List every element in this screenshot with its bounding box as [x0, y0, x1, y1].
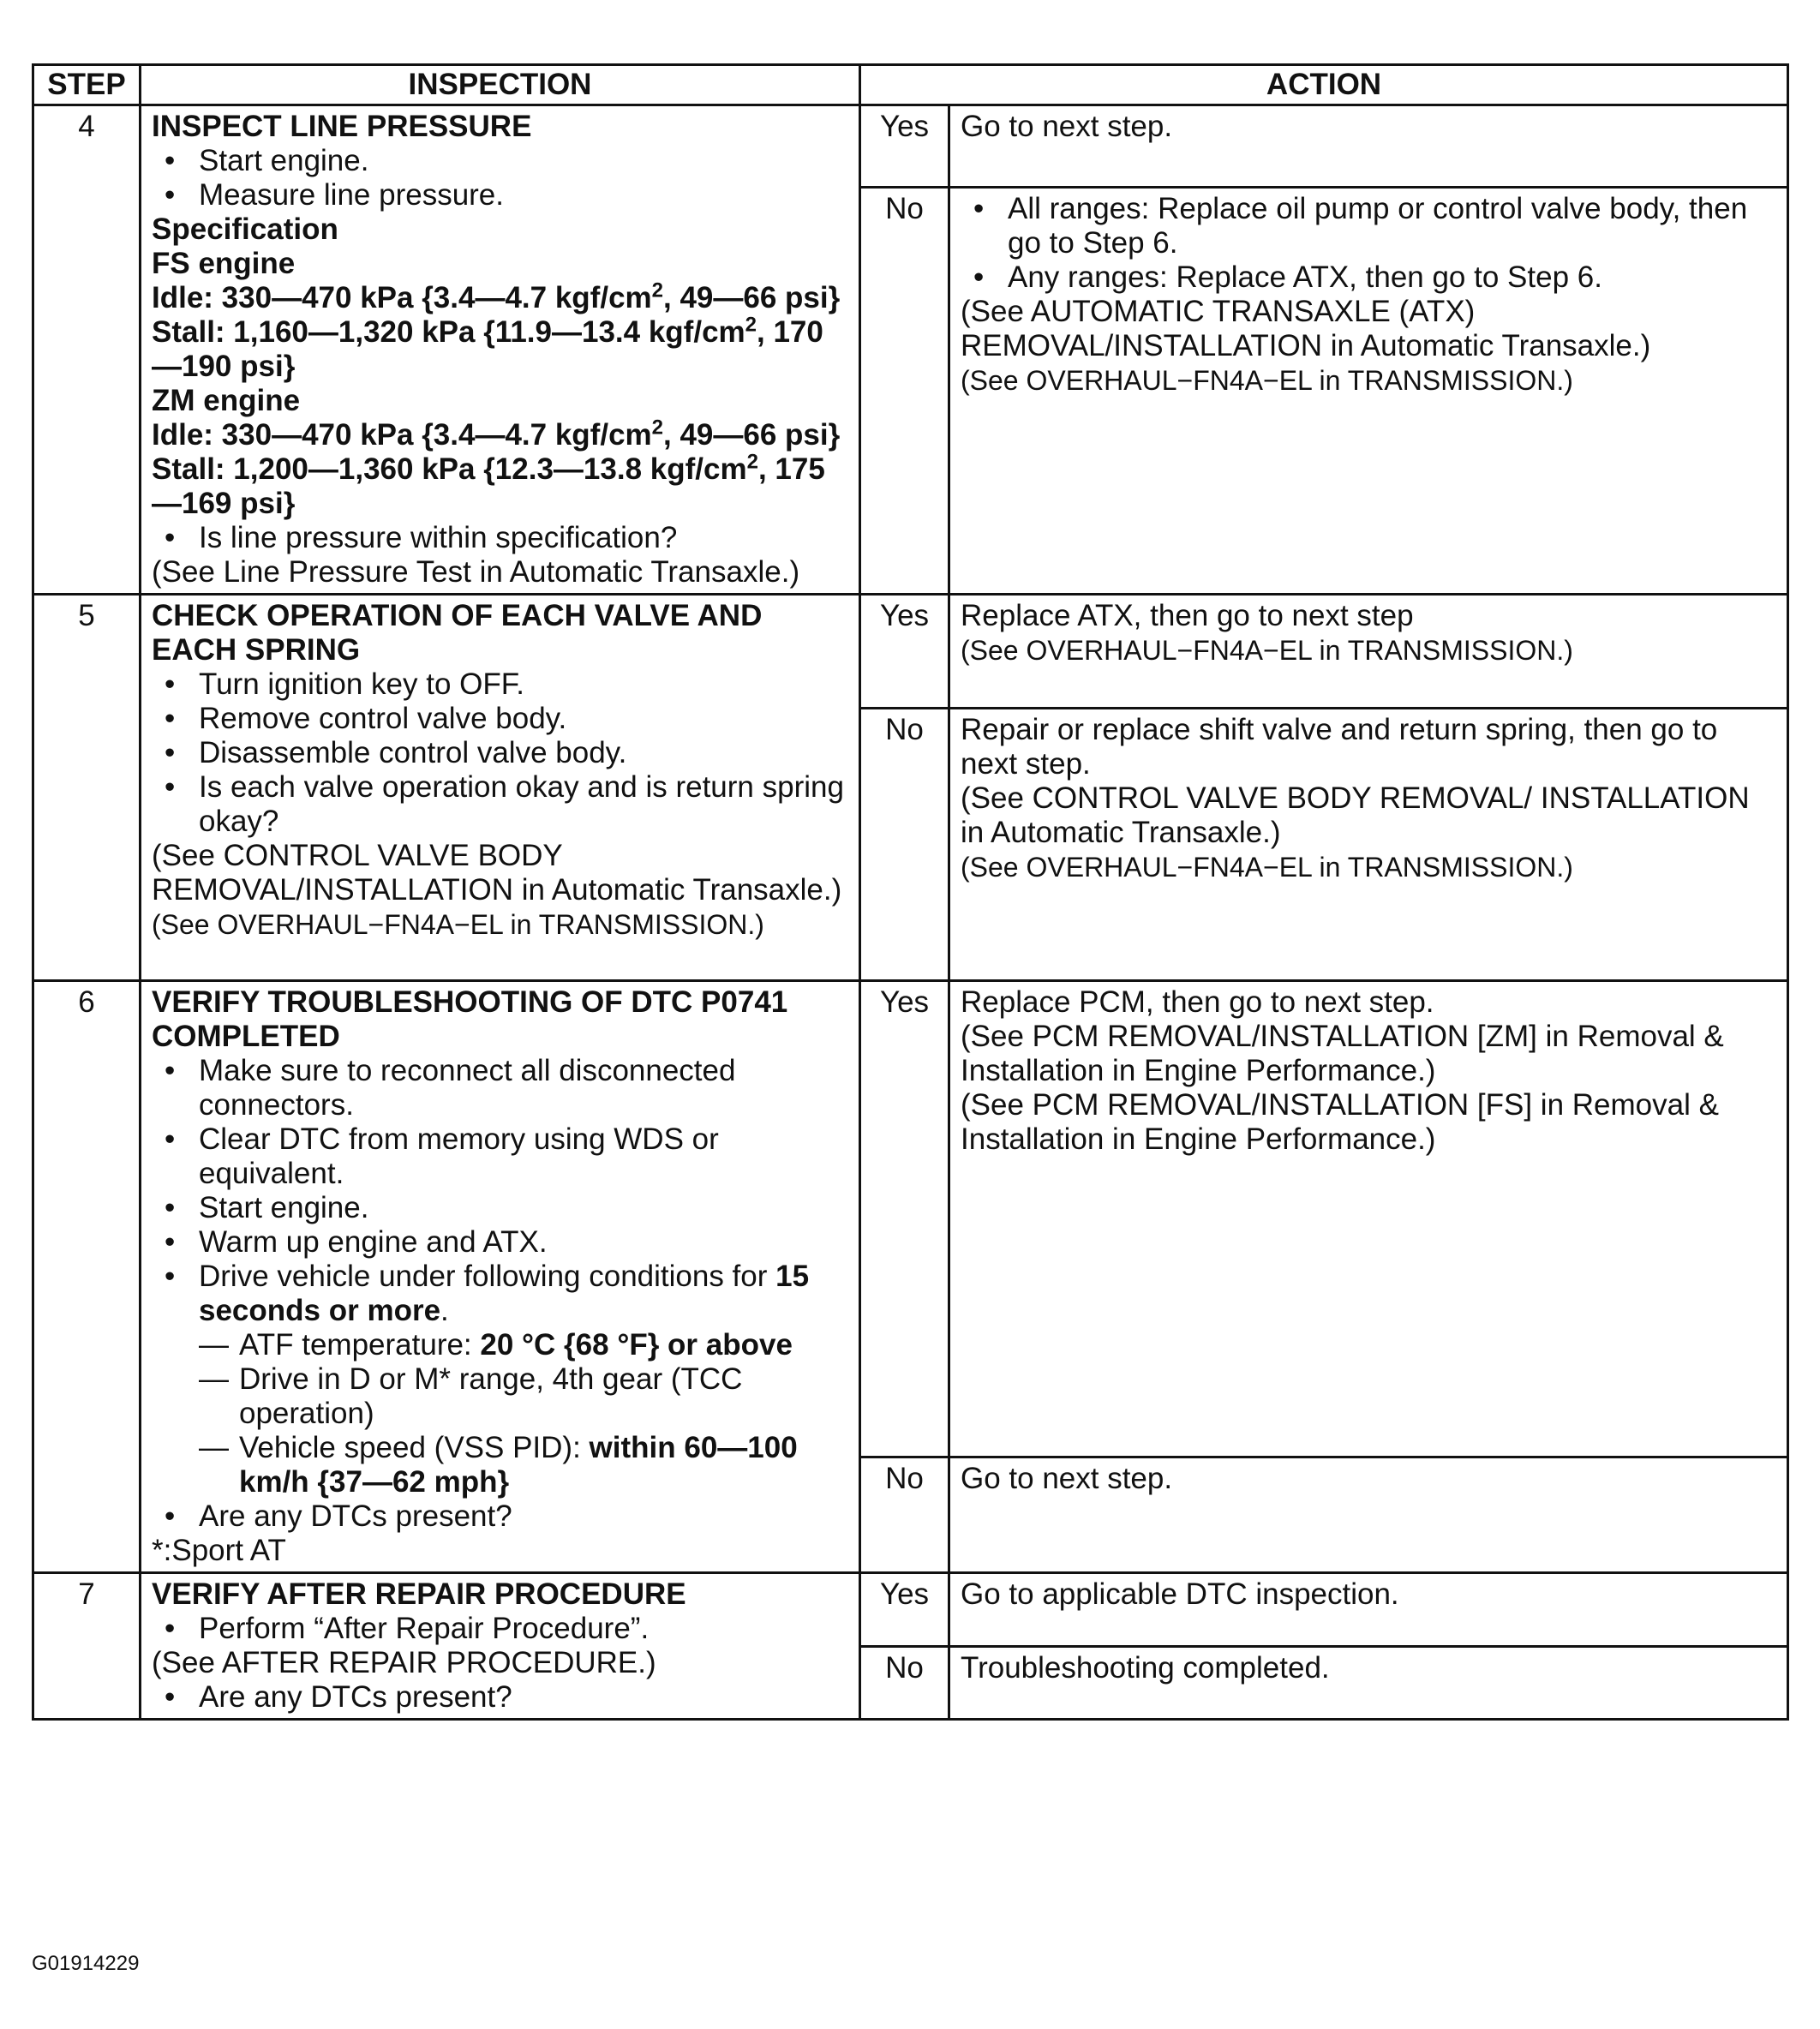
zm-stall-spec: Stall: 1,200—1,360 kPa {12.3—13.8 kgf/$cm^2$, 175—169 psi} [152, 450, 825, 520]
step-6-number: 6 [33, 981, 141, 1573]
list-item: • Turn ignition key to OFF. [152, 667, 848, 702]
step-4-no-reference-2: (See OVERHAUL−FN4A−EL in TRANSMISSION.) [961, 365, 1573, 397]
step-5-yes-action: Replace ATX, then go to next step (See OVERHAUL−FN4A−EL in TRANSMISSION.) [949, 595, 1788, 709]
step-5-no-label: No [860, 709, 949, 981]
step-6-yes-reference-2: (See PCM REMOVAL/INSTALLATION [FS] in Removal & Installation in Engine Performance.) [961, 1088, 1719, 1156]
header-inspection: INSPECTION [141, 65, 860, 105]
step-4-no-reference-1: (See AUTOMATIC TRANSAXLE (ATX) REMOVAL/INSTALLATION in Automatic Transaxle.) [961, 295, 1651, 363]
drive-conditions [152, 1328, 848, 1499]
step-7-no-label: No [860, 1646, 949, 1720]
step-4-question-list [152, 521, 848, 555]
step-4-reference: (See Line Pressure Test in Automatic Transaxle.) [152, 555, 800, 589]
list-item: • Are any DTCs present? [152, 1680, 848, 1715]
step-7-yes-label: Yes [860, 1573, 949, 1647]
step-4-bullets [152, 144, 848, 212]
zm-idle-spec: Idle: 330—470 kPa {3.4—4.7 kgf/$cm^2$, 49—66 psi} [152, 416, 841, 452]
list-item: • Start engine. [152, 144, 848, 178]
list-item: — ATF temperature: 20 °C {68 °F} or above [152, 1328, 848, 1362]
list-item: • Warm up engine and ATX. [152, 1225, 848, 1260]
step-4-no-action [949, 188, 1788, 595]
step-6-no-action: Go to next step. [949, 1457, 1788, 1573]
step-5-reference-2: (See OVERHAUL−FN4A−EL in TRANSMISSION.) [152, 909, 764, 940]
list-item: • All ranges: Replace oil pump or control valve body, then go to Step 6. [961, 192, 1776, 260]
step-7-title: VERIFY AFTER REPAIR PROCEDURE [152, 1577, 686, 1611]
figure-id: G01914229 [32, 1952, 140, 1975]
procedure-table [32, 63, 1789, 1721]
header-step: STEP [33, 65, 141, 105]
list-item: • Start engine. [152, 1191, 848, 1225]
zm-engine-label: ZM engine [152, 384, 301, 417]
fs-idle-spec: Idle: 330—470 kPa {3.4—4.7 kgf/$cm^2$, 49—66 psi} [152, 278, 841, 314]
list-item: • Is each valve operation okay and is return spring okay? [152, 770, 848, 839]
step-4-number: 4 [33, 105, 141, 595]
step-6-inspection [141, 981, 860, 1573]
list-item: • Remove control valve body. [152, 702, 848, 736]
specification-label: Specification [152, 212, 338, 246]
list-item: — Vehicle speed (VSS PID): within 60—100 km/h {37—62 mph} [152, 1431, 848, 1499]
step-6-yes-action: Replace PCM, then go to next step. (See PCM REMOVAL/INSTALLATION [ZM] in Removal & Installation in Engine Performance.) (See PCM REMOVAL/INSTALLATION [FS] in Removal & Installation in Engine Performance.) [949, 981, 1788, 1457]
list-item: • Clear DTC from memory using WDS or equivalent. [152, 1122, 848, 1191]
list-item: • Are any DTCs present? [152, 1499, 848, 1534]
step-4-no-label: No [860, 188, 949, 595]
step-5-yes-row [33, 595, 1788, 709]
step-4-yes-label: Yes [860, 105, 949, 188]
list-item: • Any ranges: Replace ATX, then go to Step 6. [961, 260, 1776, 295]
step-7-number: 7 [33, 1573, 141, 1720]
step-4-yes-action: Go to next step. [949, 105, 1788, 188]
fs-engine-label: FS engine [152, 247, 296, 280]
step-6-title: VERIFY TROUBLESHOOTING OF DTC P0741 COMPLETED [152, 985, 788, 1053]
step-6-no-label: No [860, 1457, 949, 1573]
step-4-yes-row [33, 105, 1788, 188]
fs-stall-spec: Stall: 1,160—1,320 kPa {11.9—13.4 kgf/$cm^2$, 170—190 psi} [152, 313, 823, 383]
step-4-title: INSPECT LINE PRESSURE [152, 110, 532, 143]
step-5-number: 5 [33, 595, 141, 981]
step-6-note: *:Sport AT [152, 1534, 286, 1567]
step-6-bullets [152, 1054, 848, 1534]
list-item: • Drive vehicle under following conditions for 15 seconds or more. — ATF temperature: 20 °C {68 °F} or above — Drive in D or M* range, 4th gear (TCC operation) — Vehicle speed (VSS PID): within 60—100 km/h {37—62 mph} [152, 1260, 848, 1499]
header-action: ACTION [860, 65, 1788, 105]
step-5-no-reference-2: (See OVERHAUL−FN4A−EL in TRANSMISSION.) [961, 852, 1573, 883]
header-row [33, 65, 1788, 105]
list-item: • Is line pressure within specification? [152, 521, 848, 555]
step-5-no-reference-1: (See CONTROL VALVE BODY REMOVAL/ INSTALLATION in Automatic Transaxle.) [961, 781, 1750, 849]
step-5-title: CHECK OPERATION OF EACH VALVE AND EACH SPRING [152, 599, 763, 667]
list-item: • Measure line pressure. [152, 178, 848, 212]
list-item: • Disassemble control valve body. [152, 736, 848, 770]
step-5-yes-label: Yes [860, 595, 949, 709]
step-7-no-action: Troubleshooting completed. [949, 1646, 1788, 1720]
step-4-inspection [141, 105, 860, 595]
step-6-yes-row [33, 981, 1788, 1457]
step-7-yes-row [33, 1573, 1788, 1647]
step-6-yes-reference-1: (See PCM REMOVAL/INSTALLATION [ZM] in Removal & Installation in Engine Performance.) [961, 1020, 1724, 1087]
step-7-reference: (See AFTER REPAIR PROCEDURE.) [152, 1646, 656, 1679]
step-5-reference-1: (See CONTROL VALVE BODY REMOVAL/INSTALLATION in Automatic Transaxle.) [152, 839, 842, 907]
step-5-inspection [141, 595, 860, 981]
step-5-yes-reference: (See OVERHAUL−FN4A−EL in TRANSMISSION.) [961, 635, 1573, 666]
list-item: — Drive in D or M* range, 4th gear (TCC operation) [152, 1362, 848, 1431]
step-6-yes-label: Yes [860, 981, 949, 1457]
step-7-yes-action: Go to applicable DTC inspection. [949, 1573, 1788, 1647]
step-5-no-action: Repair or replace shift valve and return spring, then go to next step. (See CONTROL VALVE BODY REMOVAL/ INSTALLATION in Automatic Transaxle.) (See OVERHAUL−FN4A−EL in TRANSMISSION.) [949, 709, 1788, 981]
list-item: • Make sure to reconnect all disconnected connectors. [152, 1054, 848, 1122]
list-item: • Perform “After Repair Procedure”. [152, 1612, 848, 1646]
step-7-inspection [141, 1573, 860, 1720]
step-5-bullets [152, 667, 848, 839]
